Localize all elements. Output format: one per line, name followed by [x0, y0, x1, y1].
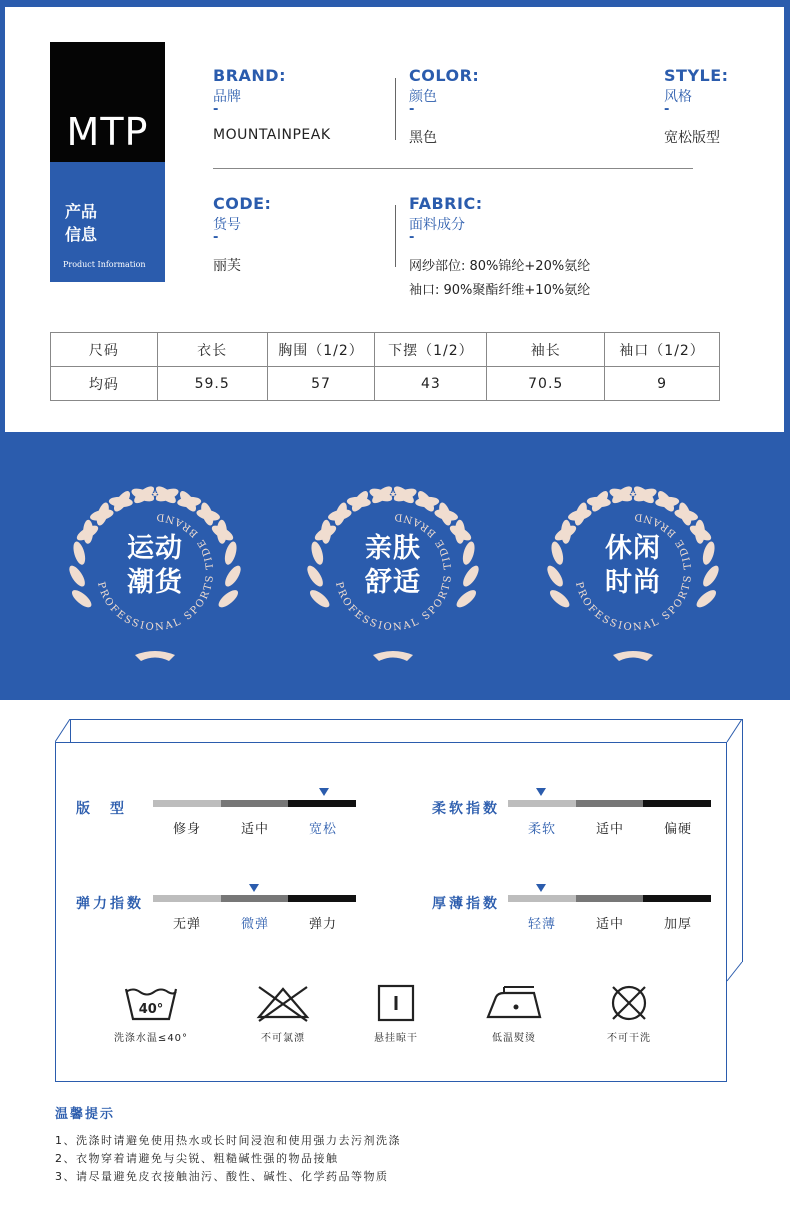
softness-scale	[508, 800, 711, 807]
code-value: 丽芙	[213, 258, 241, 274]
care-wash-40	[111, 983, 191, 1044]
laurel-leaf	[309, 540, 325, 566]
care-label: 悬挂晾干	[374, 1033, 418, 1044]
thickness-option: 适中	[595, 917, 624, 932]
hang-dry-icon	[368, 983, 424, 1023]
thickness-marker-icon	[536, 884, 546, 892]
laurel-leaf	[695, 520, 705, 544]
care-label: 不可干洗	[607, 1033, 651, 1044]
laurel-leaf	[222, 563, 243, 589]
color-label-cn: 颜色	[409, 89, 437, 105]
tips-title: 温馨提示	[55, 1107, 116, 1122]
laurel-leaf	[694, 587, 719, 610]
care-hang-dry	[356, 983, 436, 1044]
star-icon: ★	[388, 490, 398, 500]
star-icon: ★	[598, 494, 608, 504]
divider	[213, 168, 693, 169]
laurel-leaf	[216, 587, 241, 610]
laurel-leaf	[547, 587, 572, 610]
elasticity-scale	[153, 895, 356, 902]
wreath-ribbon	[613, 651, 653, 661]
badge-line: 运动	[127, 533, 183, 564]
style-label-en: STYLE:	[664, 66, 729, 85]
scale-segment	[576, 895, 644, 902]
softness-marker-icon	[536, 788, 546, 796]
table-header-cell: 尺码	[51, 333, 158, 367]
thickness-option-selected: 轻薄	[527, 917, 556, 932]
badge-line: 潮货	[127, 567, 183, 598]
badge-title	[583, 532, 683, 600]
laurel-leaf	[304, 563, 325, 589]
table-header-cell: 袖长	[487, 333, 605, 367]
elasticity-option: 无弹	[172, 917, 201, 932]
product-info-en: Product Information	[63, 260, 146, 269]
style-label-cn: 风格	[664, 89, 692, 105]
scale-segment	[288, 895, 356, 902]
softness-option: 适中	[595, 822, 624, 837]
care-no-bleach	[243, 983, 323, 1044]
laurel-leaf	[69, 587, 94, 610]
laurel-leaf	[700, 563, 721, 589]
laurel-leaf	[217, 520, 227, 544]
scale-segment	[288, 800, 356, 807]
care-label: 低温熨烫	[492, 1033, 536, 1044]
tip-item: 1、洗涤时请避免使用热水或长时间浸泡和使用强力去污剂洗涤	[55, 1134, 401, 1147]
fit-marker-icon	[319, 788, 329, 796]
size-table	[50, 332, 720, 401]
brand-label-en: BRAND:	[213, 66, 286, 85]
scale-segment	[643, 800, 711, 807]
table-cell: 43	[375, 367, 487, 401]
scale-segment	[576, 800, 644, 807]
badge-ring-text: PROFESSIONAL SPORTS TIDE BRAND	[572, 510, 695, 634]
star-icon: ★	[403, 492, 413, 502]
care-label: 洗涤水温≤40°	[113, 1033, 189, 1044]
elasticity-index-label: 弹力指数	[76, 896, 144, 912]
logo-text: MTP	[66, 110, 149, 154]
care-low-iron	[474, 983, 554, 1044]
fabric-label-cn: 面料成分	[409, 217, 465, 233]
table-header-cell: 袖口（1/2）	[605, 333, 720, 367]
badge-title	[105, 532, 205, 600]
scale-segment	[643, 895, 711, 902]
laurel-leaf	[71, 540, 87, 566]
star-icon: ★	[643, 492, 653, 502]
softness-index-label: 柔软指数	[432, 801, 500, 817]
care-label: 不可氯漂	[261, 1033, 305, 1044]
laurel-leaf	[66, 563, 87, 589]
star-icon: ★	[135, 492, 145, 502]
fabric-label-en: FABRIC:	[409, 194, 483, 213]
table-cell: 57	[267, 367, 375, 401]
care-no-dry-clean	[589, 983, 669, 1044]
star-icon: ★	[120, 494, 130, 504]
laurel-leaf	[454, 587, 479, 610]
fabric-care-panel	[55, 742, 727, 1082]
wreath-ribbon	[373, 651, 413, 661]
color-value: 黑色	[409, 130, 437, 146]
star-icon: ★	[180, 494, 190, 504]
star-icon: ★	[373, 492, 383, 502]
fabric-dash: -	[409, 230, 415, 245]
no-bleach-icon	[255, 983, 311, 1023]
softness-option-selected: 柔软	[527, 822, 556, 837]
star-icon: ★	[628, 490, 638, 500]
fabric-value-cuff: 袖口: 90%聚酯纤维+10%氨纶	[409, 283, 591, 298]
code-label-en: CODE:	[213, 194, 272, 213]
scale-segment	[508, 895, 576, 902]
table-cell: 59.5	[157, 367, 267, 401]
fit-option-selected: 宽松	[308, 822, 337, 837]
tip-item: 3、请尽量避免皮衣接触油污、酸性、碱性、化学药品等物质	[55, 1170, 389, 1183]
product-info-tag	[50, 162, 165, 282]
wash-40-icon	[123, 983, 179, 1023]
wreath-ribbon	[135, 651, 175, 661]
star-icon: ★	[613, 492, 623, 502]
low-iron-icon	[484, 983, 544, 1023]
scale-segment	[153, 800, 221, 807]
table-cell: 70.5	[487, 367, 605, 401]
fit-index-label: 版 型	[76, 801, 127, 817]
laurel-leaf	[461, 540, 477, 566]
scale-segment	[221, 895, 289, 902]
laurel-leaf	[307, 587, 332, 610]
brand-label-cn: 品牌	[213, 89, 241, 105]
scale-segment	[508, 800, 576, 807]
laurel-leaf	[544, 563, 565, 589]
laurel-leaf	[223, 540, 239, 566]
table-cell: 均码	[51, 367, 158, 401]
star-icon: ★	[165, 492, 175, 502]
table-header-cell: 衣长	[157, 333, 267, 367]
brand-value: MOUNTAINPEAK	[213, 127, 331, 143]
feature-badge	[533, 477, 733, 667]
tip-item: 2、衣物穿着请避免与尖锐、粗糙碱性强的物品接触	[55, 1152, 339, 1165]
elasticity-option-selected: 微弹	[240, 917, 269, 932]
code-label-cn: 货号	[213, 217, 241, 233]
thickness-option: 加厚	[663, 917, 692, 932]
laurel-leaf	[701, 540, 717, 566]
brand-logo	[50, 42, 165, 162]
fit-option: 适中	[240, 822, 269, 837]
scale-segment	[153, 895, 221, 902]
code-dash: -	[213, 230, 219, 245]
thickness-scale	[508, 895, 711, 902]
star-icon: ★	[658, 494, 668, 504]
scale-segment	[221, 800, 289, 807]
laurel-leaf	[549, 540, 565, 566]
laurel-leaf	[460, 563, 481, 589]
product-info-cn: 产品 信息	[65, 202, 98, 244]
brand-dash: -	[213, 102, 219, 117]
table-row	[51, 367, 720, 401]
laurel-leaf	[455, 520, 465, 544]
thickness-index-label: 厚薄指数	[432, 896, 500, 912]
color-dash: -	[409, 102, 415, 117]
feature-badge	[55, 477, 255, 667]
star-icon: ★	[358, 494, 368, 504]
table-header-row	[51, 333, 720, 367]
divider	[395, 78, 396, 140]
wash-temp-text: 40°	[138, 1002, 164, 1017]
style-value: 宽松版型	[664, 130, 720, 146]
color-label-en: COLOR:	[409, 66, 480, 85]
feature-badges-section	[0, 447, 790, 700]
no-dry-clean-icon	[601, 983, 657, 1023]
badge-title	[343, 532, 443, 600]
elasticity-option: 弹力	[308, 917, 337, 932]
table-cell: 9	[605, 367, 720, 401]
elasticity-marker-icon	[249, 884, 259, 892]
table-header-cell: 胸围（1/2）	[267, 333, 375, 367]
badge-line: 时尚	[605, 567, 661, 598]
divider	[395, 205, 396, 267]
badge-line: 亲肤	[365, 533, 421, 564]
star-icon: ★	[150, 490, 160, 500]
feature-badge	[293, 477, 493, 667]
badge-ring-text: PROFESSIONAL SPORTS TIDE BRAND	[332, 510, 455, 634]
fabric-value-mesh: 网纱部位: 80%锦纶+20%氨纶	[409, 259, 591, 274]
table-header-cell: 下摆（1/2）	[375, 333, 487, 367]
star-icon: ★	[418, 494, 428, 504]
badge-ring-text: PROFESSIONAL SPORTS TIDE BRAND	[94, 510, 217, 634]
fit-scale	[153, 800, 356, 807]
badge-line: 休闲	[605, 533, 661, 564]
fit-option: 修身	[172, 822, 201, 837]
style-dash: -	[664, 102, 670, 117]
badge-line: 舒适	[365, 567, 421, 598]
softness-option: 偏硬	[663, 822, 692, 837]
